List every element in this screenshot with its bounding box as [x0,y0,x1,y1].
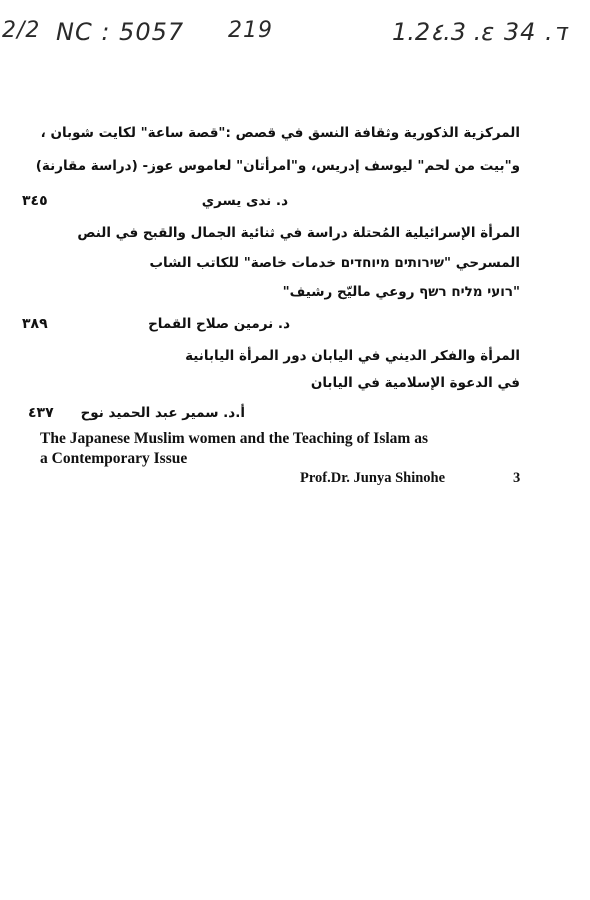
entry-2-title-line-1: المرأة الإسرائيلية المُحتلة دراسة في ثنائية الجمال والقبح في النص [77,225,520,241]
handwritten-date: 1.2٤.3 .ε 34 .ד [392,18,568,46]
entry-3-page-number: ٤٣٧ [28,405,54,421]
entry-1-title-line-2: و"بيت من لحم" ليوسف إدريس، و"امرأتان" لعاموس عوز- (دراسة مقارنة) [35,158,520,174]
handwritten-code: NC : 5057 [56,18,185,46]
entry-2-title-line-3: "רועי מליח רשף روعي ماليّح رشيف" [282,284,520,300]
entry-1-author: د. ندى يسري [201,193,288,209]
entry-3-author: أ.د. سمير عبد الحميد نوح [80,405,245,421]
entry-2-page-number: ٣٨٩ [22,316,48,332]
handwritten-number: 219 [228,18,273,43]
english-entry-title-line-1: The Japanese Muslim women and the Teaching of Islam as [40,430,428,447]
entry-2-author: د. نرمين صلاح القماح [148,316,290,332]
english-entry-page-number: 3 [513,470,521,486]
entry-3-title-line-1: المرأة والفكر الديني في اليابان دور المرأة اليابانية [185,348,520,364]
entry-3-title-line-2: في الدعوة الإسلامية في اليابان [310,375,520,391]
english-entry-author: Prof.Dr. Junya Shinohe [300,470,446,486]
entry-1-title-line-1: المركزية الذكورية وثقافة النسق في قصص :"قصة ساعة" لكايت شوبان ، [40,125,520,141]
entry-1-page-number: ٣٤٥ [22,193,48,209]
entry-2-title-line-2: المسرحي "שירותים מיוחדים خدمات خاصة" للكاتب الشاب [149,255,520,271]
english-entry-title-line-2: a Contemporary Issue [40,450,188,467]
handwritten-corner-mark: 2/2 [2,18,41,43]
